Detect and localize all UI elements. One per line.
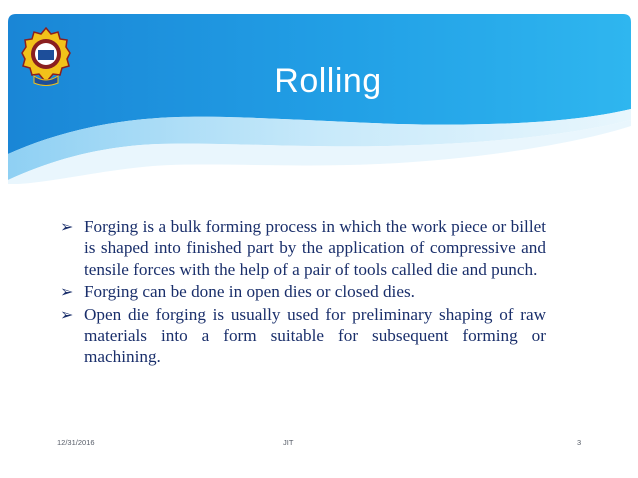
bullet-text: Forging can be done in open dies or closed dies. [84, 282, 415, 302]
bullet-text: Forging is a bulk forming process in which the work piece or billet is shaped into finished part by the application of compressive and tensile forces with the help of a pair of tools called die and punch. [84, 217, 546, 279]
bullet-text: Open die forging is usually used for preliminary shaping of raw materials into a form suitable for subsequent forming or machining. [84, 304, 546, 367]
header-banner [8, 14, 631, 184]
arrow-bullet-icon: ➢ [60, 282, 74, 302]
slide-footer [0, 438, 638, 452]
footer-date: 12/31/2016 [57, 438, 95, 447]
bullet-item [60, 281, 546, 302]
college-crest-icon [20, 26, 72, 88]
bullet-item [60, 216, 546, 280]
bullet-list [60, 216, 546, 369]
arrow-bullet-icon: ➢ [60, 304, 74, 324]
footer-center-text: JIT [283, 438, 294, 447]
page-number: 3 [577, 438, 582, 447]
arrow-bullet-icon: ➢ [60, 217, 74, 236]
bullet-item [60, 304, 546, 368]
slide-title: Rolling [274, 62, 382, 100]
